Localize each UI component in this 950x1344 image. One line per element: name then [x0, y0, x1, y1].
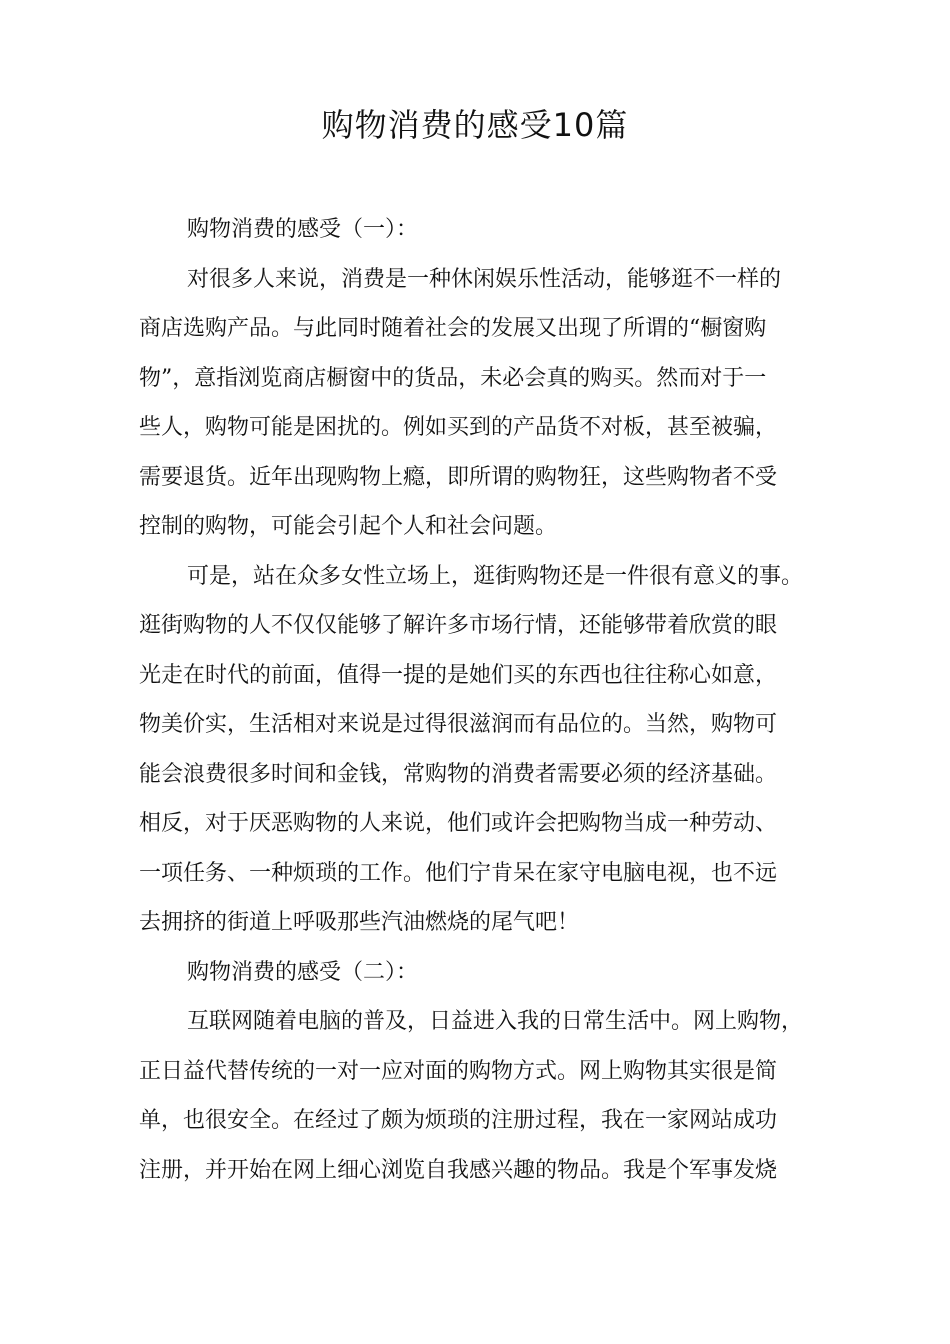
text-line: 去拥挤的街道上呼吸那些汽油燃烧的尾气吧！: [139, 910, 580, 935]
text-line: 物美价实，生活相对来说是过得很滋润而有品位的。当然，购物可: [139, 712, 778, 737]
text-line: 相反，对于厌恶购物的人来说，他们或许会把购物当成一种劳动、: [139, 811, 778, 836]
text-line: 单，也很安全。在经过了颇为烦琐的注册过程，我在一家网站成功: [139, 1108, 778, 1133]
text-line: 正日益代替传统的一对一应对面的购物方式。网上购物其实很是简: [139, 1058, 778, 1084]
text-line: 需要退货。近年出现购物上瘾，即所谓的购物狂，这些购物者不受: [139, 464, 778, 490]
document-body: [139, 205, 829, 1195]
text-line: 逛街购物的人不仅仅能够了解许多市场行情，还能够带着欣赏的眼: [139, 613, 778, 638]
text-line: 些人，购物可能是困扰的。例如买到的产品货不对板，甚至被骗，: [139, 415, 778, 440]
text-line: 注册，并开始在网上细心浏览自我感兴趣的物品。我是个军事发烧: [139, 1157, 778, 1183]
text-line: 控制的购物，可能会引起个人和社会问题。: [139, 514, 558, 539]
text-line: 物”，意指浏览商店橱窗中的货品，未必会真的购买。然而对于一: [139, 365, 767, 391]
text-line: 对很多人来说，消费是一种休闲娱乐性活动，能够逛不一样的: [187, 266, 782, 292]
section-heading-1: 购物消费的感受（一）：: [187, 217, 419, 242]
text-line: 一项任务、一种烦琐的工作。他们宁肯呆在家守电脑电视，也不远: [139, 860, 778, 886]
document-title: 购物消费的感受10篇: [321, 106, 629, 144]
section-heading-2: 购物消费的感受（二）：: [187, 959, 419, 985]
text-line: 可是，站在众多女性立场上，逛街购物还是一件很有意义的事。: [187, 563, 804, 589]
text-line: 商店选购产品。与此同时随着社会的发展又出现了所谓的“橱窗购: [139, 316, 767, 341]
text-line: 能会浪费很多时间和金钱，常购物的消费者需要必须的经济基础。: [139, 761, 778, 787]
text-line: 光走在时代的前面，值得一提的是她们买的东西也往往称心如意，: [139, 662, 778, 688]
text-line: 互联网随着电脑的普及，日益进入我的日常生活中。网上购物，: [187, 1009, 804, 1034]
